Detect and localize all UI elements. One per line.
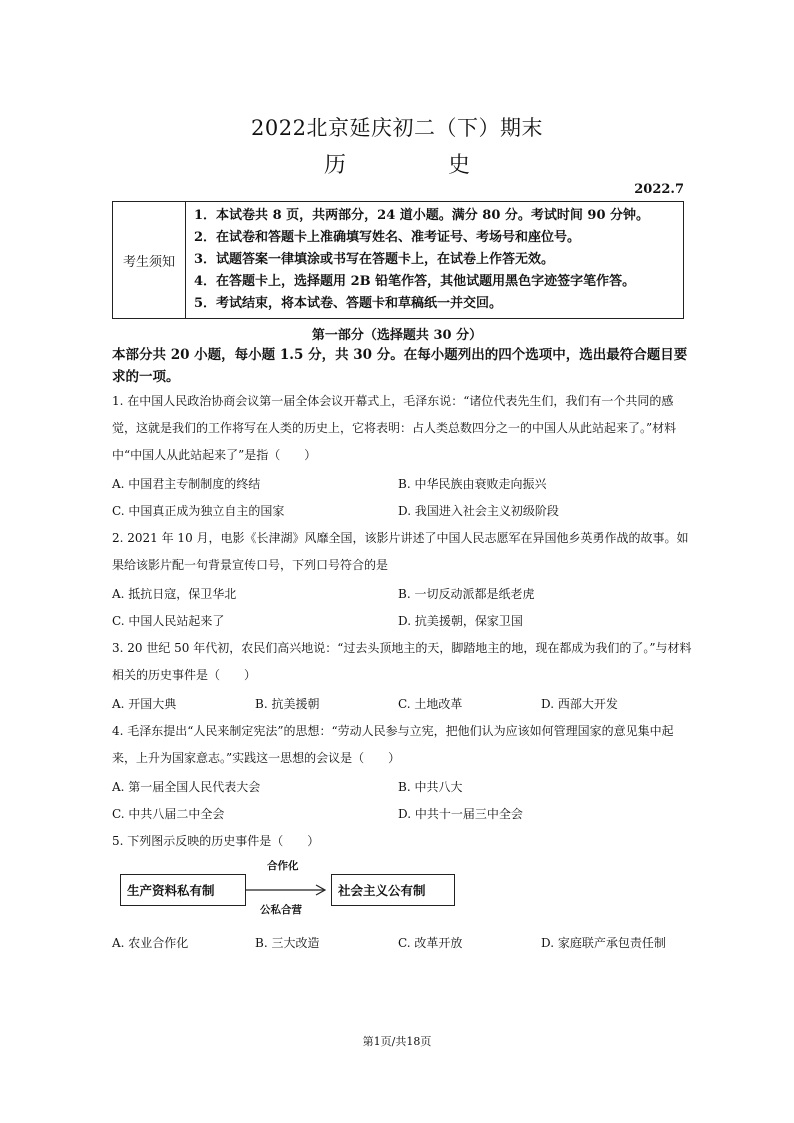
private-ownership-box: 生产资料私有制 xyxy=(120,874,246,906)
option-c: C. 中国真正成为独立自主的国家 xyxy=(112,504,285,518)
option-b: B. 抗美援朝 xyxy=(255,697,320,711)
question-4-stem: 4. 毛泽东提出“人民来制定宪法”的思想：“劳动人民参与立宪，把他们认为应该如何管理国家的意见集中起来，上升为国家意志。”实践这一思想的会议是（ ） xyxy=(112,724,674,765)
question-4-options-row-1 xyxy=(112,778,692,798)
question-5-options xyxy=(112,934,692,954)
option-b: B. 中共八大 xyxy=(398,780,463,794)
notice-label: 考生须知 xyxy=(113,202,186,318)
exam-title: 2022北京延庆初二（下）期末 xyxy=(251,116,543,140)
option-d: D. 中共十一届三中全会 xyxy=(398,807,523,821)
arrow-bottom-label: 公私合营 xyxy=(260,904,302,916)
section-title: 第一部分（选择题共 30 分） xyxy=(311,328,483,343)
option-c: C. 中国人民站起来了 xyxy=(112,614,225,628)
section-intro: 本部分共 20 小题，每小题 1.5 分，共 30 分。在每小题列出的四个选项中，选出最符合题目要求的一项。 xyxy=(112,347,688,385)
option-c: C. 改革开放 xyxy=(398,936,463,950)
notice-item: 3．试题答案一律填涂或书写在答题卡上，在试卷上作答无效。 xyxy=(194,252,555,267)
option-c: C. 土地改革 xyxy=(398,697,463,711)
question-1-stem: 1. 在中国人民政治协商会议第一届全体会议开幕式上，毛泽东说：“诸位代表先生们，我们有一个共同的感觉，这就是我们的工作将写在人类的历史上，它将表明：占人类总数四分之一的中国人从此站起来了。”材料中“中国人从此站起来了”是指（ ） xyxy=(112,394,677,462)
option-d: D. 抗美援朝，保家卫国 xyxy=(398,614,523,628)
option-a: A. 第一届全国人民代表大会 xyxy=(112,780,261,794)
question-3-options xyxy=(112,695,692,715)
question-4-options-row-2 xyxy=(112,805,692,825)
option-a: A. 开国大典 xyxy=(112,697,177,711)
arrow-top-label: 合作化 xyxy=(267,860,299,872)
option-b: B. 中华民族由衰败走向振兴 xyxy=(398,477,547,491)
subject-title: 历 史 xyxy=(323,153,510,178)
notice-item: 2．在试卷和答题卡上准确填写姓名、准考证号、考场号和座位号。 xyxy=(194,230,581,245)
question-2-stem: 2. 2021 年 10 月，电影《长津湖》风靡全国，该影片讲述了中国人民志愿军在异国他乡英勇作战的故事。如果给该影片配一句背景宣传口号，下列口号符合的是 xyxy=(112,531,689,572)
option-a: A. 抵抗日寇，保卫华北 xyxy=(112,587,237,601)
question-1-options-row-1 xyxy=(112,475,692,495)
option-a: A. 中国君主专制制度的终结 xyxy=(112,477,261,491)
ownership-transition-diagram xyxy=(120,858,460,918)
option-a: A. 农业合作化 xyxy=(112,936,189,950)
question-3-stem: 3. 20 世纪 50 年代初，农民们高兴地说：“过去头顶地主的天，脚踏地主的地，现在都成为我们的了。”与材料相关的历史事件是（ ） xyxy=(112,641,692,682)
notice-list xyxy=(186,202,649,318)
option-d: D. 家庭联产承包责任制 xyxy=(541,936,666,950)
option-d: D. 西部大开发 xyxy=(541,697,618,711)
candidate-notice-table xyxy=(112,201,684,319)
option-d: D. 我国进入社会主义初级阶段 xyxy=(398,504,559,518)
question-2-options-row-2 xyxy=(112,612,692,632)
page-number: 第1页/共18页 xyxy=(362,1035,432,1048)
notice-item: 1．本试卷共 8 页，共两部分，24 道小题。满分 80 分。考试时间 90 分钟。 xyxy=(194,208,650,223)
notice-item: 5．考试结束，将本试卷、答题卡和草稿纸一并交回。 xyxy=(194,296,503,311)
option-b: B. 三大改造 xyxy=(255,936,320,950)
question-5-stem: 5. 下列图示反映的历史事件是（ ） xyxy=(112,834,320,848)
option-b: B. 一切反动派都是纸老虎 xyxy=(398,587,535,601)
exam-date: 2022.7 xyxy=(634,182,684,197)
public-ownership-box: 社会主义公有制 xyxy=(331,874,455,906)
question-2-options-row-1 xyxy=(112,585,692,605)
notice-item: 4．在答题卡上，选择题用 2B 铅笔作答，其他试题用黑色字迹签字笔作答。 xyxy=(194,274,636,289)
option-c: C. 中共八届二中全会 xyxy=(112,807,225,821)
question-1-options-row-2 xyxy=(112,502,692,522)
